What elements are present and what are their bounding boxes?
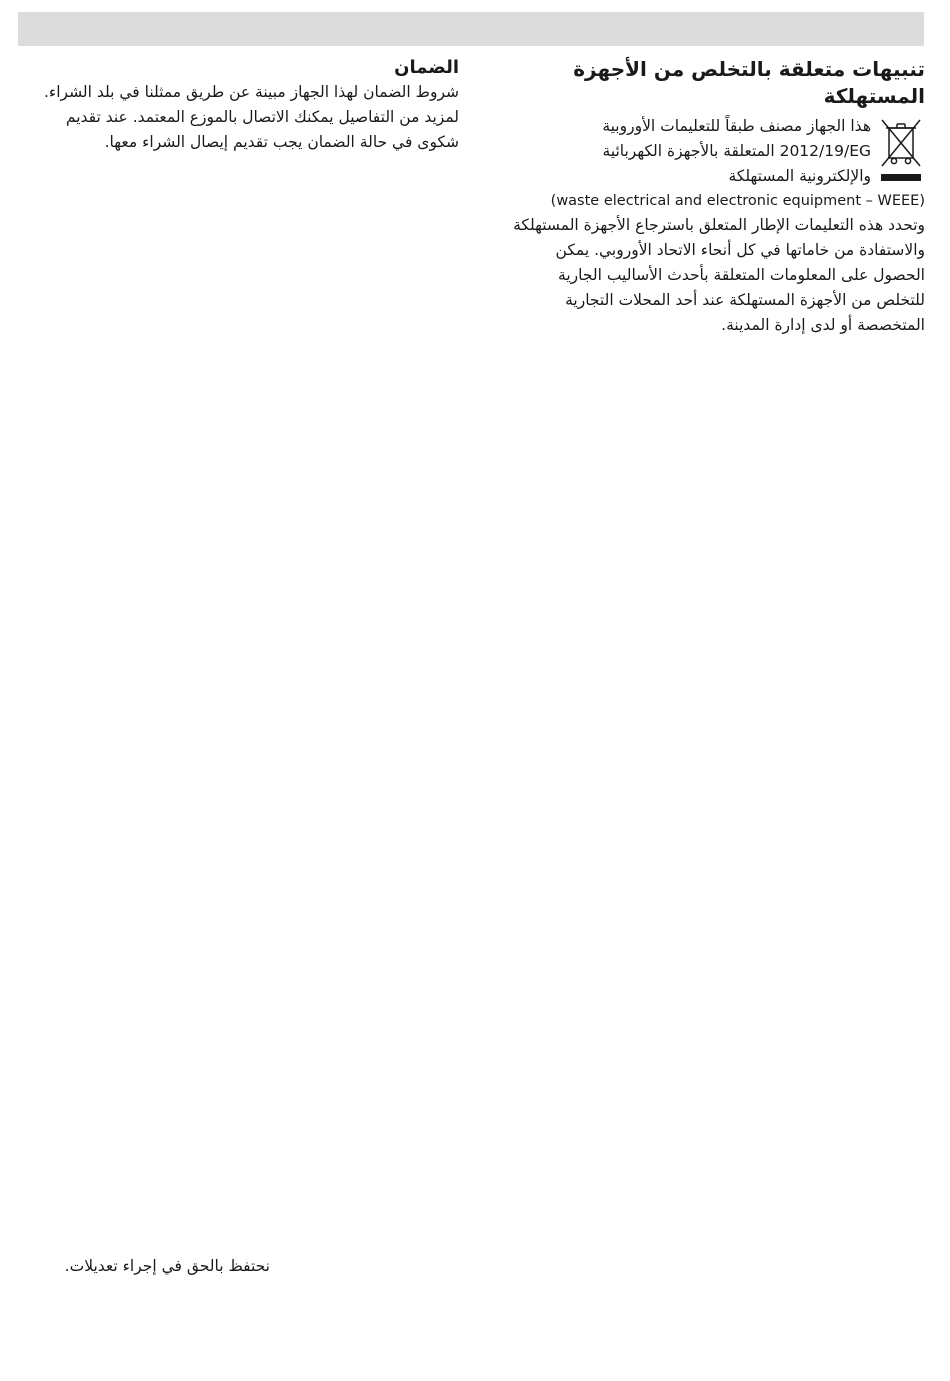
recycling-body: وتحدد هذه التعليمات الإطار المتعلق باسترجاع الأجهزة المستهلكة والاستفادة من خاماتها في كل أنحاء الاتحاد الأوروبي. يمكن الحصول على المعلومات المتعلقة بأحدث الأساليب الجارية للتخلص من الأجهزة المستهلكة عند أحد المحلات التجارية المتخصصة أو لدى إدارة المدينة.: [513, 216, 925, 334]
weee-intro: [505, 114, 871, 189]
weee-intro-line2: [505, 139, 871, 164]
recycling-heading: تنبيهات متعلقة بالتخلص من الأجهزة المستهلكة: [573, 57, 925, 108]
recycling-section: [505, 56, 925, 338]
weee-notice: [505, 114, 925, 189]
header-bar: [18, 12, 924, 46]
directive-code: 2012/19/EG: [779, 142, 871, 160]
warranty-body: شروط الضمان لهذا الجهاز مبينة عن طريق ممثلنا في بلد الشراء. لمزيد من التفاصيل يمكنك الاتصال بالموزع المعتمد. عند تقديم شكوى في حالة الضمان يجب تقديم إيصال الشراء معها.: [44, 83, 459, 151]
warranty-heading: الضمان: [394, 57, 459, 78]
modification-reservation-note: نحتفظ بالحق في إجراء تعديلات.: [64, 1257, 270, 1275]
crossed-out-wheelie-bin-icon: [877, 114, 925, 186]
weee-intro-line1: هذا الجهاز مصنف طبقاً للتعليمات الأوروبية: [602, 117, 871, 135]
weee-intro-line2-text: المتعلقة بالأجهزة الكهربائية: [602, 142, 775, 160]
weee-intro-line3: والإلكترونية المستهلكة: [728, 167, 871, 185]
weee-english-term: (waste electrical and electronic equipment – WEEE): [550, 193, 925, 209]
warranty-section: [22, 56, 459, 155]
